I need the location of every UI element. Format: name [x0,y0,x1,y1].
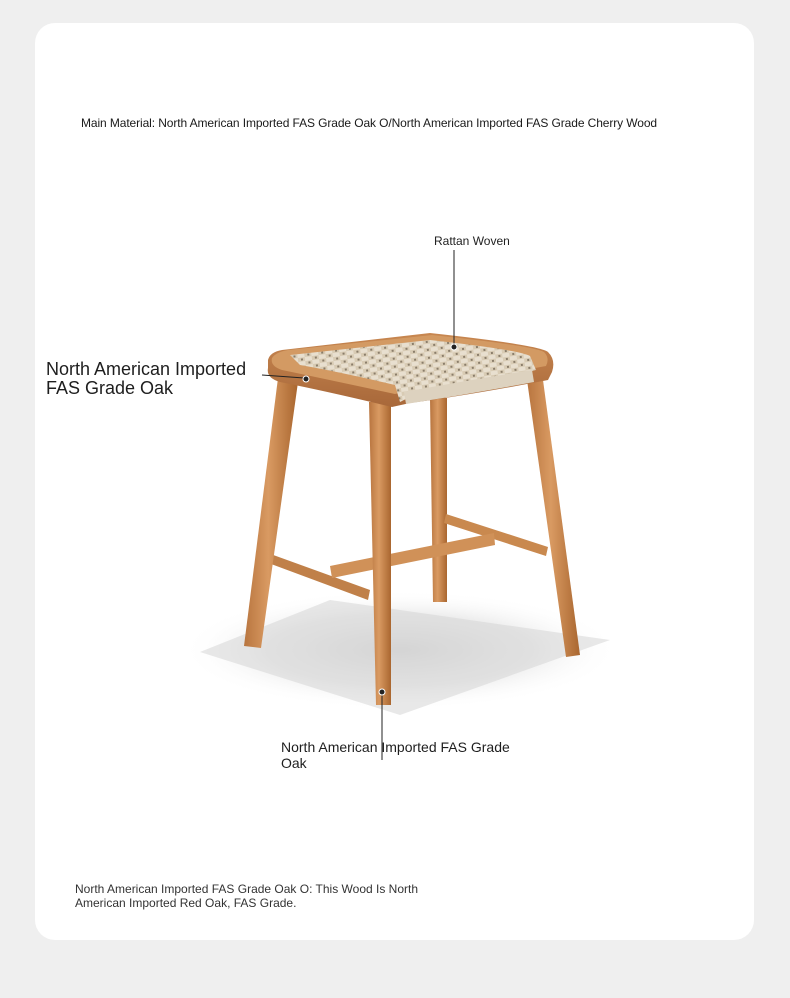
stretcher-front [263,552,370,600]
rattan-callout-dot [451,344,457,350]
footnote-text: North American Imported FAS Grade Oak O: This Wood Is North American Imported Red Oak, FAS Grade. [75,882,419,910]
oak-bottom-label: North American Imported FAS Grade Oak [281,739,510,771]
rattan-label: Rattan Woven [434,234,510,248]
back-left-leg [430,398,447,602]
oak-left-callout-dot [303,376,309,382]
main-material-text: Main Material: North American Imported FAS Grade Oak O/North American Imported FAS Grade Cherry Wood [81,116,658,130]
stretcher-middle [330,533,495,578]
oak-left-label: North American Imported FAS Grade Oak [46,359,247,398]
oak-bottom-callout-dot [379,689,385,695]
